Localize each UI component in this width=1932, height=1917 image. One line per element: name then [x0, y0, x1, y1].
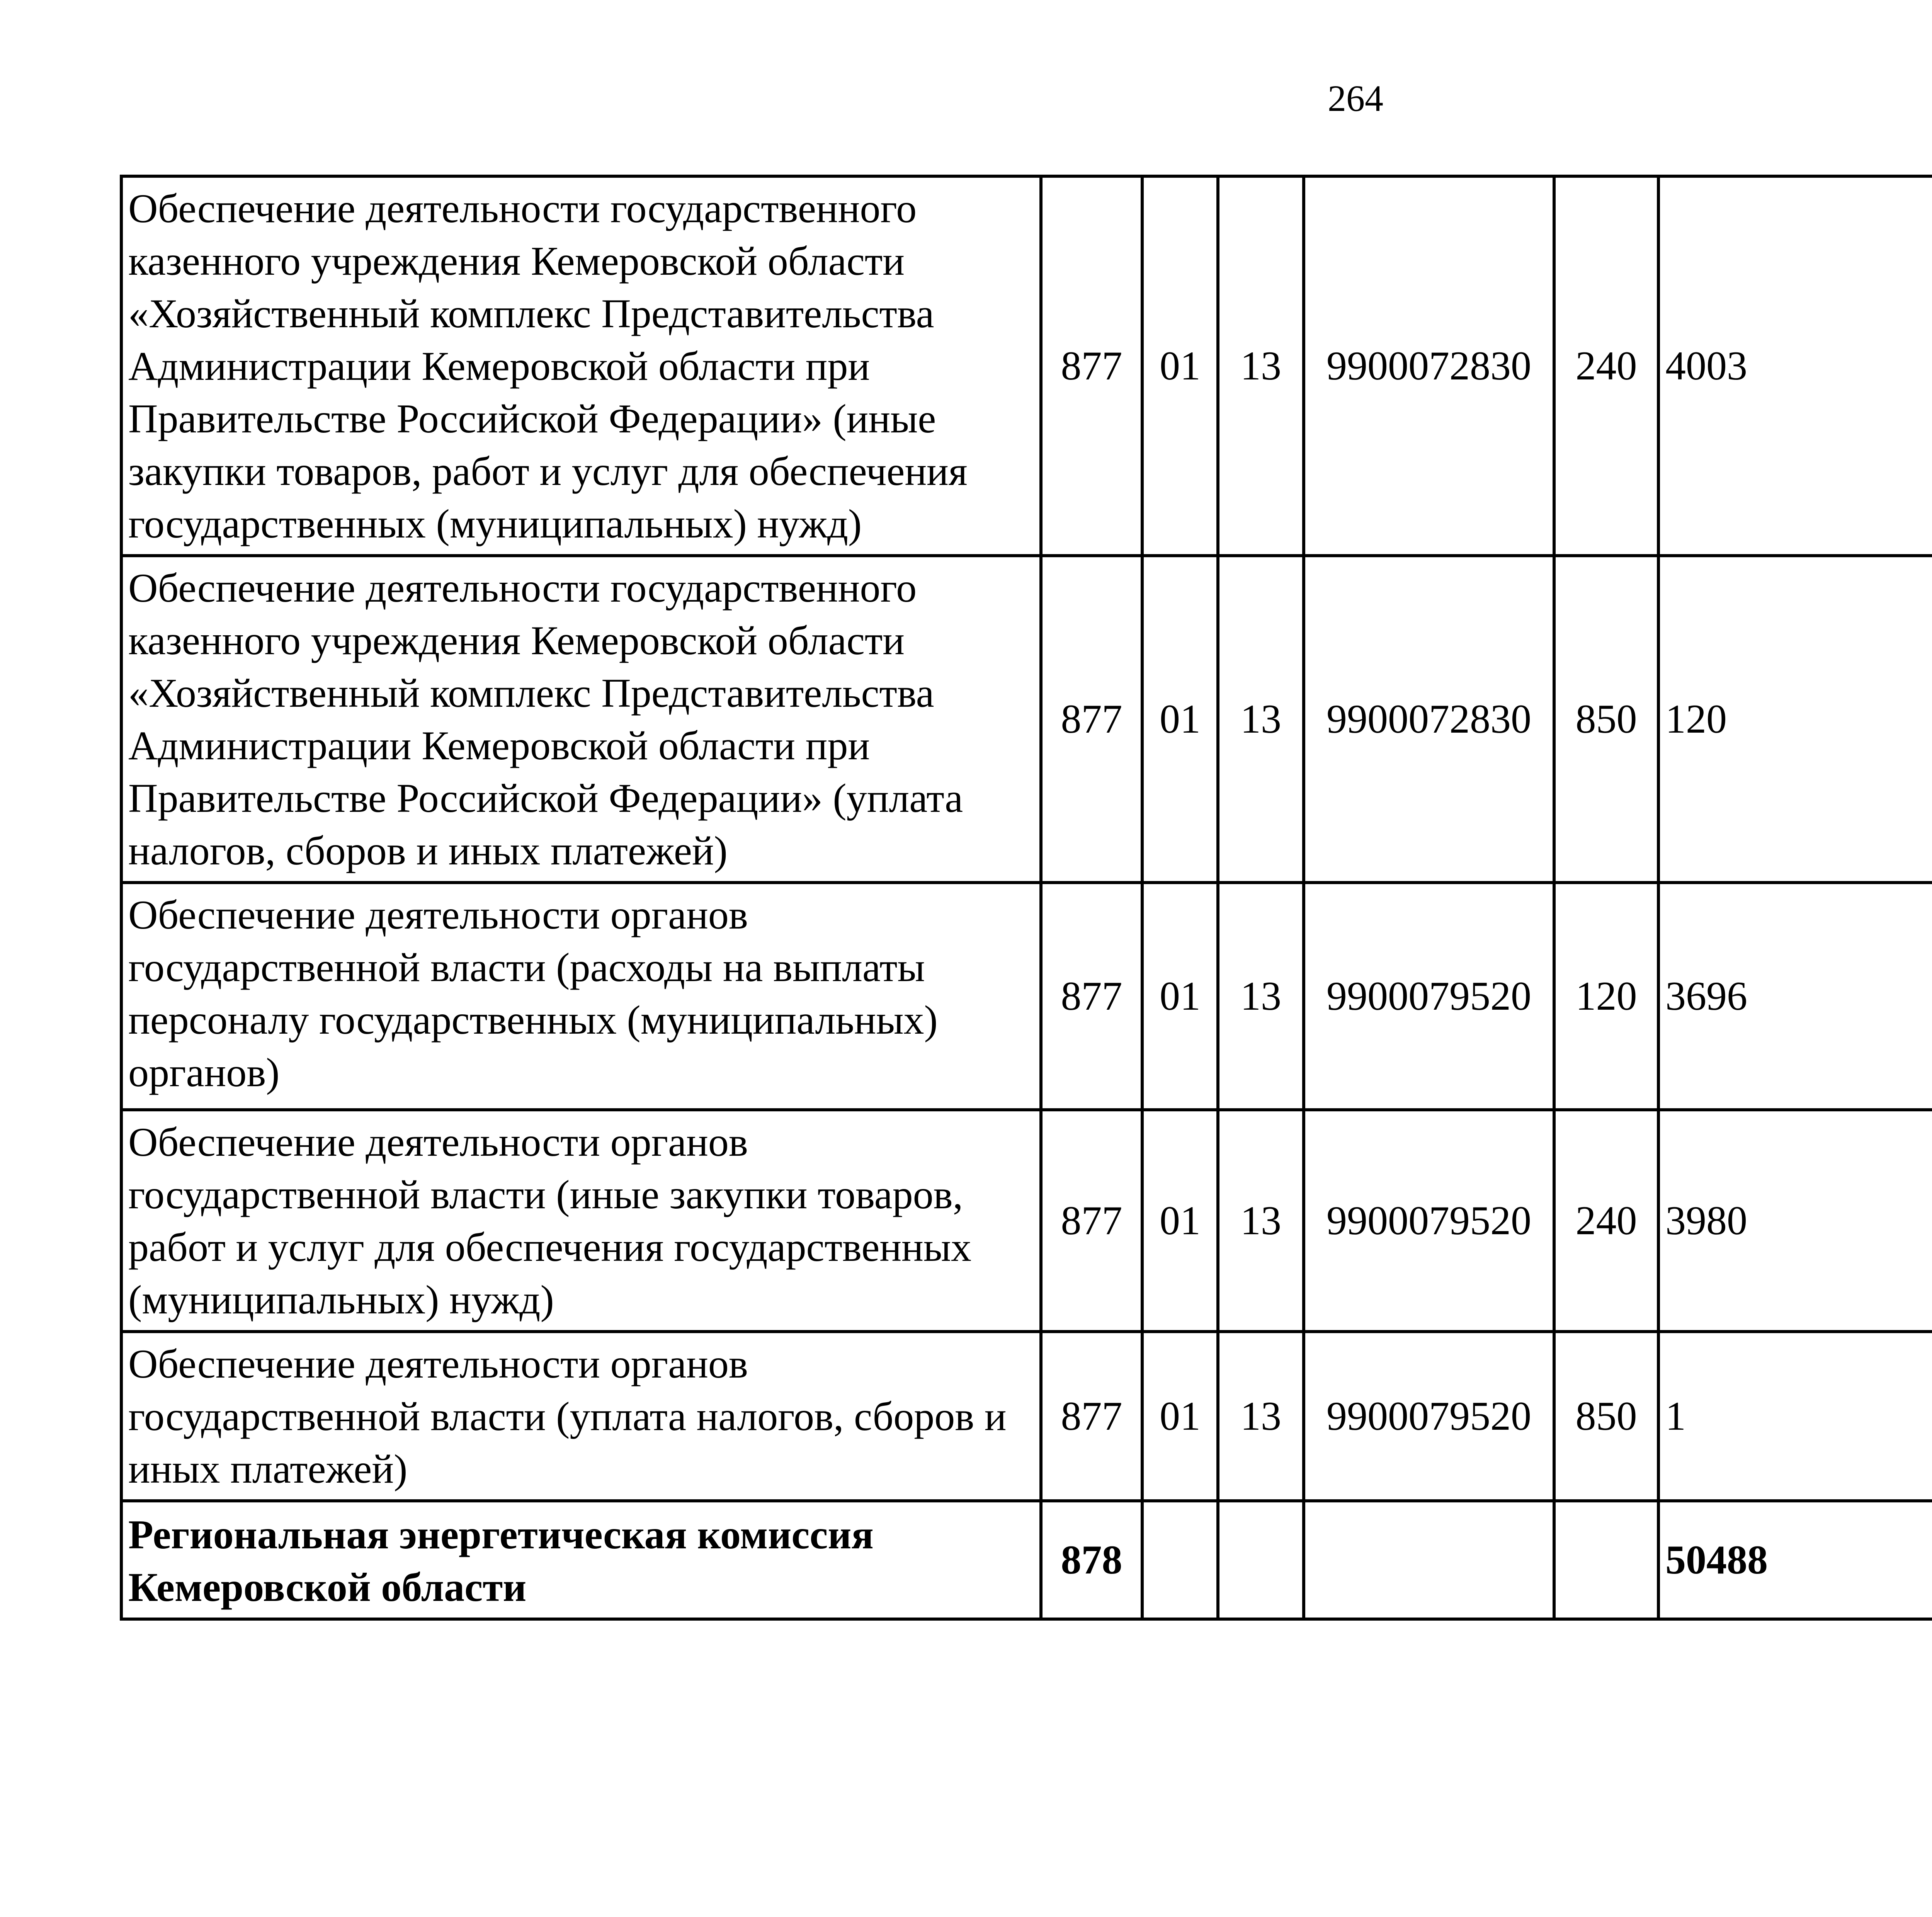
expense-type-cell: 850 [1554, 556, 1658, 883]
target-article-cell: 9900079520 [1304, 1332, 1554, 1501]
expense-type-cell: 120 [1554, 883, 1658, 1110]
target-article-cell: 9900079520 [1304, 883, 1554, 1110]
amount-year-1-cell: 120 [1658, 556, 1932, 883]
description-cell: Региональная энергетическая комиссия Кемеровской области [121, 1501, 1041, 1619]
table-row [121, 176, 1932, 556]
table-row [121, 1332, 1932, 1501]
subsection-code-cell [1218, 1501, 1304, 1619]
ministry-code-cell: 877 [1041, 883, 1142, 1110]
table-row [121, 1501, 1932, 1619]
ministry-code-cell: 877 [1041, 1332, 1142, 1501]
amount-year-1-cell: 4003 [1658, 176, 1932, 556]
amount-year-1-cell: 50488 [1658, 1501, 1932, 1619]
amount-year-1-cell: 1 [1658, 1332, 1932, 1501]
subsection-code-cell: 13 [1218, 176, 1304, 556]
subsection-code-cell: 13 [1218, 883, 1304, 1110]
amount-year-1-cell: 3696 [1658, 883, 1932, 1110]
amount-year-1-cell: 3980 [1658, 1110, 1932, 1332]
ministry-code-cell: 878 [1041, 1501, 1142, 1619]
section-code-cell: 01 [1142, 176, 1218, 556]
table-row [121, 883, 1932, 1110]
expense-type-cell: 850 [1554, 1332, 1658, 1501]
expense-type-cell: 240 [1554, 176, 1658, 556]
ministry-code-cell: 877 [1041, 1110, 1142, 1332]
budget-table [120, 175, 1932, 1621]
target-article-cell: 9900079520 [1304, 1110, 1554, 1332]
section-code-cell: 01 [1142, 1332, 1218, 1501]
ministry-code-cell: 877 [1041, 556, 1142, 883]
subsection-code-cell: 13 [1218, 1332, 1304, 1501]
description-cell: Обеспечение деятельности органов государственной власти (иные закупки товаров, работ и услуг для обеспечения государственных (муниципальных) нужд) [121, 1110, 1041, 1332]
table-row [121, 556, 1932, 883]
subsection-code-cell: 13 [1218, 1110, 1304, 1332]
ministry-code-cell: 877 [1041, 176, 1142, 556]
expense-type-cell [1554, 1501, 1658, 1619]
description-cell: Обеспечение деятельности государственного казенного учреждения Кемеровской области «Хозяйственный комплекс Представительства Администрации Кемеровской области при Правительстве Российской Федерации» (уплата налогов, сборов и иных платежей) [121, 556, 1041, 883]
target-article-cell: 9900072830 [1304, 556, 1554, 883]
section-code-cell: 01 [1142, 883, 1218, 1110]
expense-type-cell: 240 [1554, 1110, 1658, 1332]
target-article-cell: 9900072830 [1304, 176, 1554, 556]
page-number: 264 [1328, 78, 1383, 119]
section-code-cell [1142, 1501, 1218, 1619]
description-cell: Обеспечение деятельности органов государственной власти (уплата налогов, сборов и иных платежей) [121, 1332, 1041, 1501]
target-article-cell [1304, 1501, 1554, 1619]
section-code-cell: 01 [1142, 556, 1218, 883]
section-code-cell: 01 [1142, 1110, 1218, 1332]
description-cell: Обеспечение деятельности органов государственной власти (расходы на выплаты персоналу государственных (муниципальных) органов) [121, 883, 1041, 1110]
subsection-code-cell: 13 [1218, 556, 1304, 883]
description-cell: Обеспечение деятельности государственного казенного учреждения Кемеровской области «Хозяйственный комплекс Представительства Администрации Кемеровской области при Правительстве Российской Федерации» (иные закупки товаров, работ и услуг для обеспечения государственных (муниципальных) нужд) [121, 176, 1041, 556]
table-row [121, 1110, 1932, 1332]
